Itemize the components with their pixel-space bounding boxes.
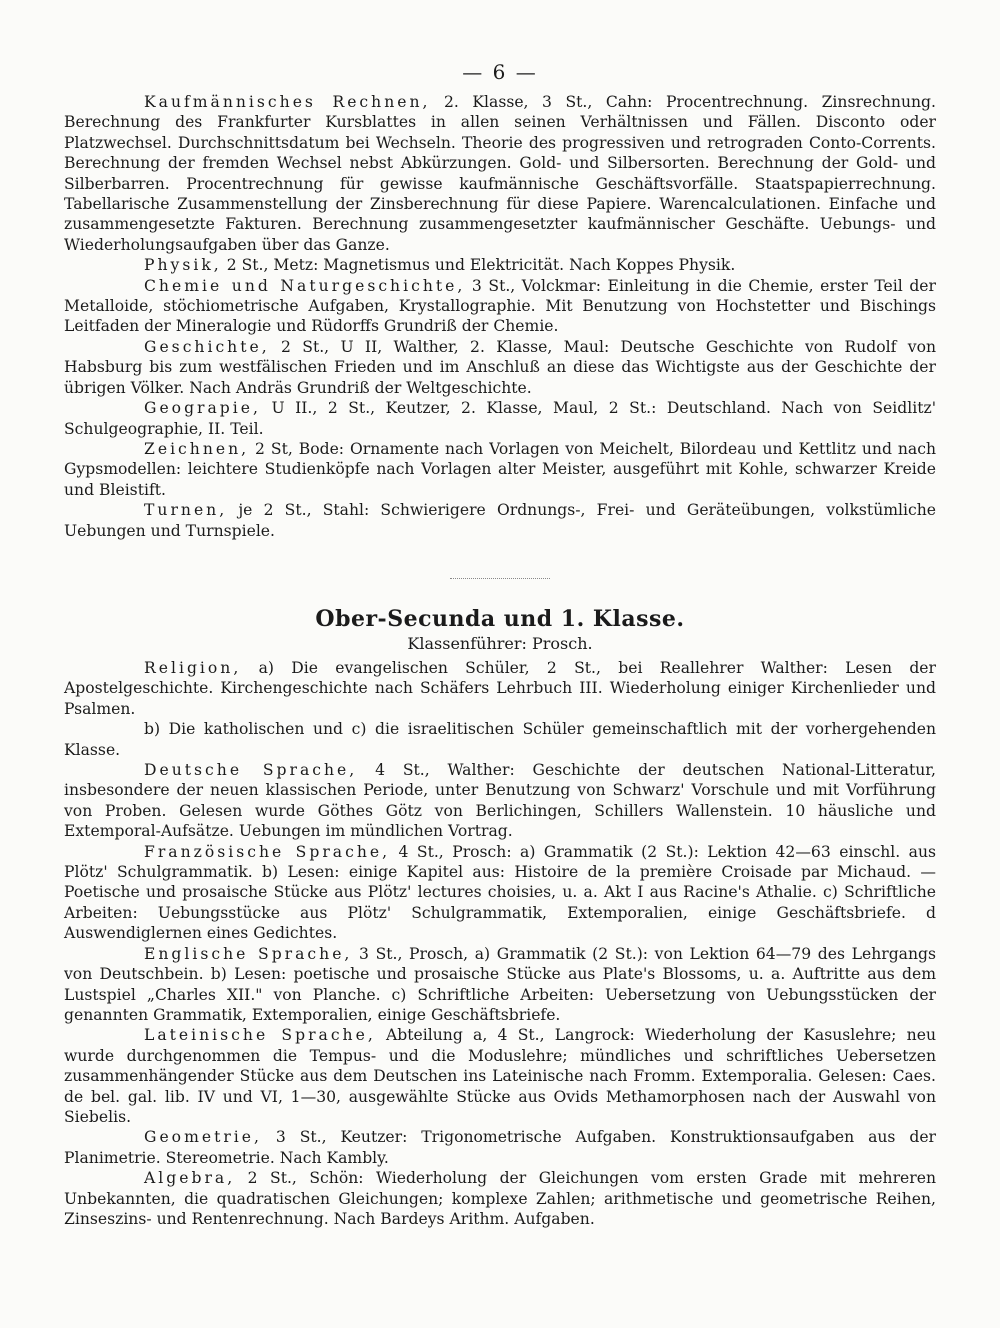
paragraph-text: je 2 St., Stahl: Schwierigere Ordnungs-, Frei- und Geräteübungen, volkstümliche Uebungen und Turnspiele.	[64, 501, 936, 540]
subject-label: Geometrie,	[144, 1128, 262, 1147]
paragraph-text: 2 St., Schön: Wiederholung der Gleichungen vom ersten Grade mit mehreren Unbekannten, die quadratischen Gleichungen; komplexe Zahlen; arithmetische und geometrische Reihen, Zinseszins- und Rentenrechnung. Nach Bardeys Arithm. Aufgaben.	[64, 1169, 936, 1228]
divider-rule	[450, 578, 550, 579]
paragraph-text: Abteilung a, 4 St., Langrock: Wiederholung der Kasuslehre; neu wurde durchgenommen die Tempus- und die Moduslehre; mündliches und schriftliches Uebersetzen zusammenhängender Stücke aus dem Deutschen ins Lateinische nach Fromm. Extemporalia. Gelesen: Caes. de bel. gal. lib. IV und VI, 1—30, ausgewählte Stücke aus Ovids Methamorphosen nach der Auswahl von Siebelis.	[64, 1026, 936, 1126]
paragraph-englische-sprache	[64, 944, 936, 1026]
section-subheading: Klassenführer: Prosch.	[407, 634, 593, 653]
top-section	[64, 92, 936, 541]
bottom-section	[64, 658, 936, 1229]
paragraph-text: 4 St., Prosch: a) Grammatik (2 St.): Lektion 42—63 einschl. aus Plötz' Schulgrammatik. b) Lesen: einige Kapitel aus: Histoire de la première Croisade par Michaud. — Poetische und prosaische Stücke aus Plötz' lectures choisies, u. a. Akt I aus Racine's Athalie. c) Schriftliche Arbeiten: Uebungsstücke aus Plötz' Schulgrammatik, Extemporalien, einige Geschäftsbriefe. d Auswendiglernen eines Gedichtes.	[64, 842, 936, 943]
subject-label: Religion,	[144, 659, 242, 677]
paragraph-text: a) Die evangelischen Schüler, 2 St., bei Reallehrer Walther: Lesen der Apostelgeschichte. Kirchengeschichte nach Schäfers Lehrbuch III. Wiederholung einiger Kirchenlieder und Psalmen.	[64, 659, 936, 718]
paragraph-text: 2 St., U II, Walther, 2. Klasse, Maul: Deutsche Geschichte von Rudolf von Habsburg bis zum westfälischen Frieden und im Anschluß an diese das Wichtigste aus der Geschichte der übrigen Völker. Nach Andräs Grundriß der Weltgeschichte.	[64, 337, 936, 397]
subject-label: Französische Sprache,	[144, 842, 391, 861]
paragraph-lateinische-sprache	[64, 1025, 936, 1127]
subject-label: Geschichte,	[144, 337, 270, 356]
subject-label: Zeichnen,	[144, 439, 250, 458]
paragraph-geograpie	[64, 398, 936, 439]
subject-label: Chemie und Naturgeschichte,	[144, 276, 466, 295]
paragraph-turnen	[64, 500, 936, 541]
paragraph-text: 3 St., Keutzer: Trigonometrische Aufgaben. Konstruktionsaufgaben aus der Planimetrie. Stereometrie. Nach Kambly.	[64, 1128, 936, 1167]
paragraph-deutsche-sprache	[64, 760, 936, 842]
subject-label: Lateinische Sprache,	[144, 1026, 376, 1045]
section-heading: Ober-Secunda und 1. Klasse.	[315, 606, 685, 632]
paragraph-text: 2 St., Metz: Magnetismus und Elektricität. Nach Koppes Physik.	[221, 256, 736, 275]
paragraph-geometrie	[64, 1127, 936, 1168]
paragraph-franzoesische-sprache	[64, 842, 936, 944]
paragraph-text: 4 St., Walther: Geschichte der deutschen National-Litteratur, insbesondere der neuen klassischen Periode, unter Benutzung von Schwarz' Vorschule und mit Vorführung von Proben. Gelesen wurde Göthes Götz von Berlichingen, Schillers Wallenstein. 10 häusliche und Extemporal-Aufsätze. Uebungen im mündlichen Vortrag.	[64, 761, 936, 841]
paragraph-religion	[64, 658, 936, 719]
paragraph-chemie	[64, 276, 936, 337]
paragraph-kaufmaennisches-rechnen	[64, 92, 936, 255]
paragraph-text: 3 St., Volckmar: Einleitung in die Chemie, erster Teil der Metalloide, stöchiometrische Aufgaben, Krystallographie. Mit Benutzung von Hochstetter und Bischings Leitfaden der Mineralogie und Rüdorffs Grundriß der Chemie.	[64, 276, 936, 336]
subject-label: Geograpie,	[144, 399, 261, 418]
paragraph-text: 2. Klasse, 3 St., Cahn: Procentrechnung. Zinsrechnung. Berechnung des Frankfurter Kursblattes in allen seinen Verhältnissen und Fällen. Disconto oder Platzwechsel. Durchschnittsdatum bei Wechseln. Theorie des progressiven und retrograden Conto-Corrents. Berechnung der fremden Wechsel nebst Abkürzungen. Gold- und Silbersorten. Berechnung der Gold- und Silberbarren. Procentrechnung für gewisse kaufmännische Geschäftsvorfälle. Staatspapierrechnung. Tabellarische Zusammenstellung der Zinsberechnung für diese Papiere. Warencalculationen. Einfache und zusammengesetzte Fakturen. Berechnung zusammengesetzter kaufmännischer Geschäfte. Uebungs- und Wiederholungsaufgaben über das Ganze.	[64, 93, 936, 254]
page-number: — 6 —	[462, 60, 538, 84]
subject-label: Physik,	[144, 256, 222, 275]
paragraph-text: 3 St., Prosch, a) Grammatik (2 St.): von Lektion 64—79 des Lehrgangs von Deutschbein. b) Lesen: poetische und prosaische Stücke aus Plate's Blossoms, u. a. Auftritte aus dem Lustspiel „Charles XII." von Planche. c) Schriftliche Arbeiten: Uebersetzung von Uebungsstücken der genannten Grammatik, Extemporalien, einige Geschäftsbriefe.	[64, 944, 936, 1024]
subject-label: Deutsche Sprache,	[144, 761, 358, 780]
paragraph-religion-b	[64, 719, 936, 760]
paragraph-physik	[64, 255, 936, 275]
subject-label: Algebra,	[144, 1169, 236, 1188]
subject-label: Kaufmännisches Rechnen,	[144, 93, 431, 111]
paragraph-algebra	[64, 1168, 936, 1229]
subject-label: Turnen,	[144, 501, 228, 520]
paragraph-text: U II., 2 St., Keutzer, 2. Klasse, Maul, 2 St.: Deutschland. Nach von Seidlitz' Schulgeographie, II. Teil.	[64, 399, 936, 438]
paragraph-text: b) Die katholischen und c) die israelitischen Schüler gemeinschaftlich mit der vorhergehenden Klasse.	[64, 720, 936, 759]
paragraph-text: 2 St, Bode: Ornamente nach Vorlagen von Meichelt, Bilordeau und Kettlitz und nach Gypsmodellen: leichtere Studienköpfe nach Vorlagen alter Meister, ausgeführt mit Kohle, schwarzer Kreide und Bleistift.	[64, 439, 936, 499]
paragraph-zeichnen	[64, 439, 936, 500]
subject-label: Englische Sprache,	[144, 944, 353, 963]
paragraph-geschichte	[64, 337, 936, 398]
